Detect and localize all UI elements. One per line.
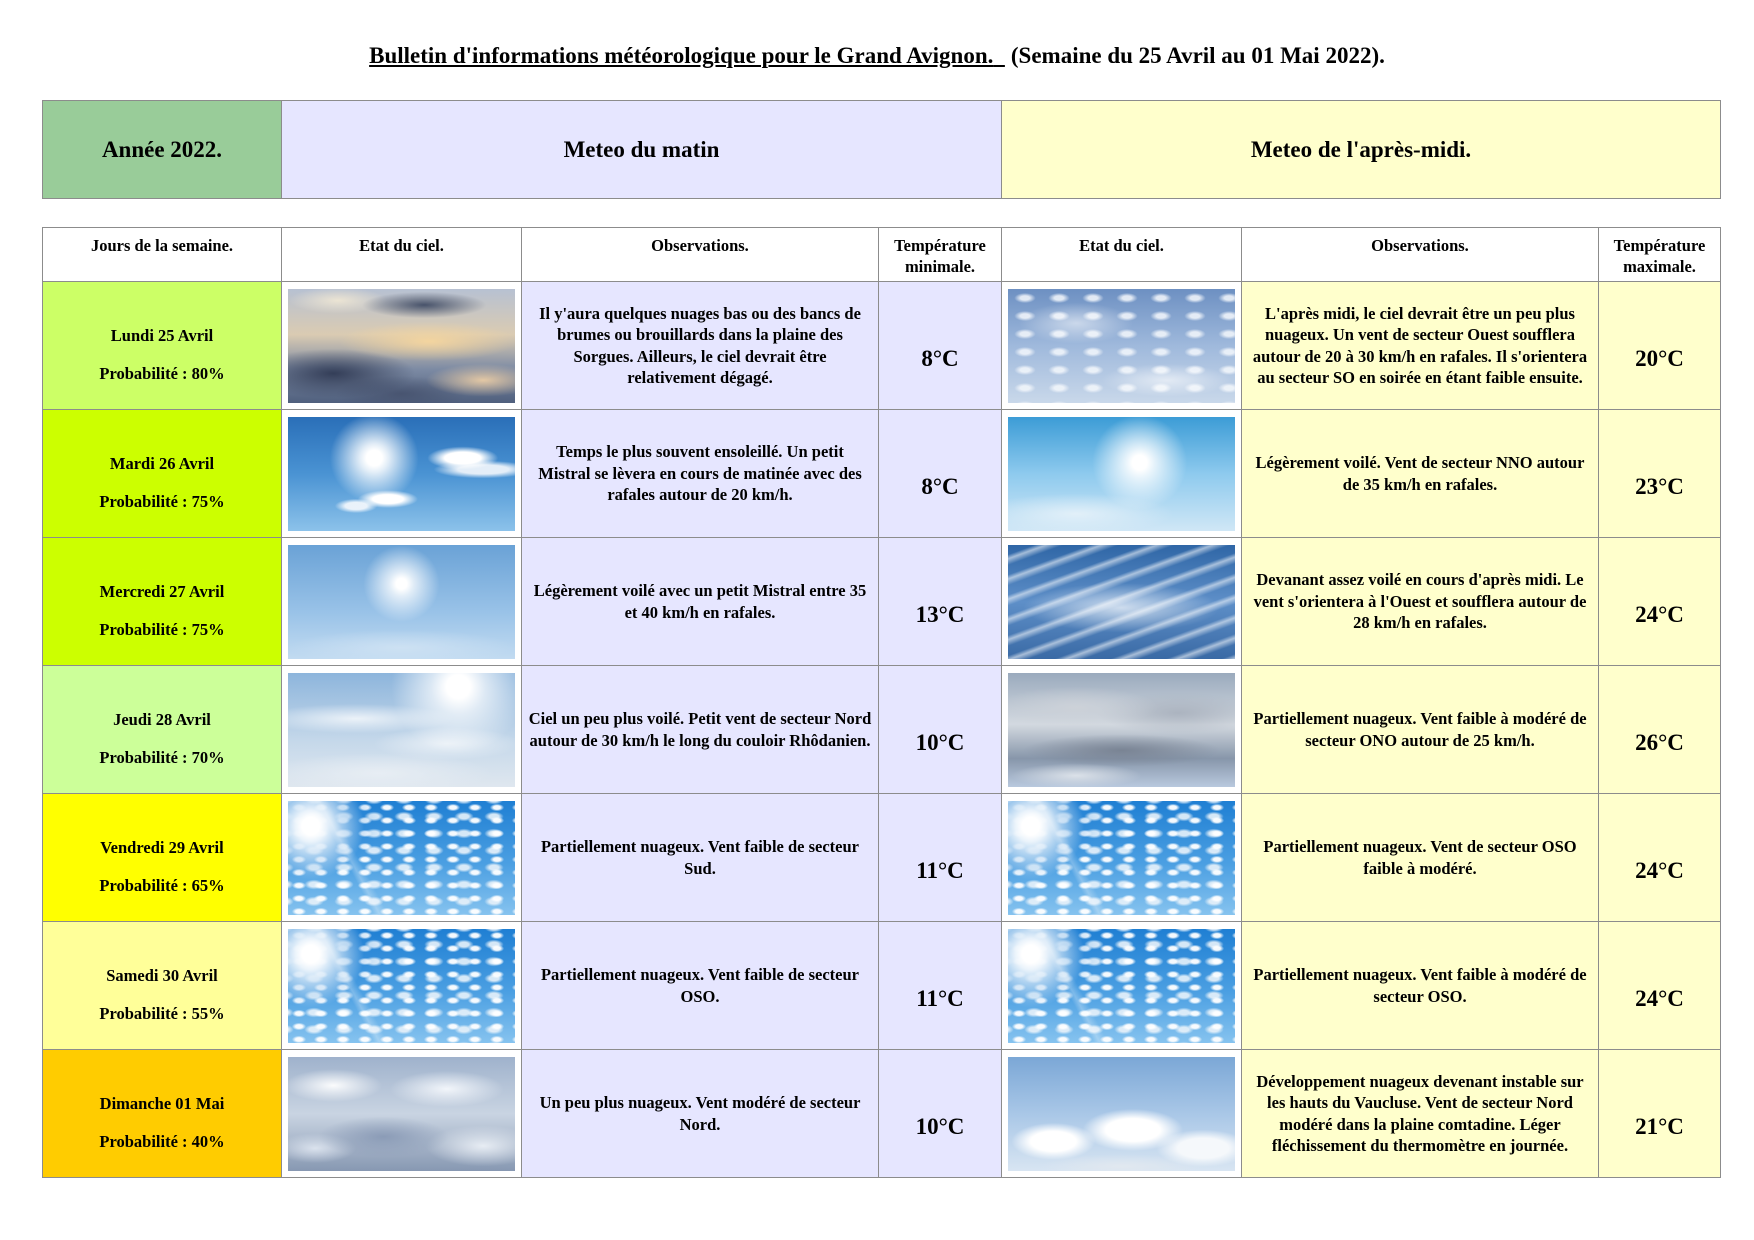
header-morning-observations: Observations. <box>522 228 879 282</box>
day-cell <box>43 1050 282 1178</box>
probability: Probabilité : 70% <box>99 748 225 767</box>
day-row <box>43 666 1721 794</box>
header-max-temperature: Température maximale. <box>1599 228 1721 282</box>
header-afternoon-sky: Etat du ciel. <box>1002 228 1242 282</box>
afternoon-observation: Partiellement nuageux. Vent faible à modéré de secteur ONO autour de 25 km/h. <box>1242 666 1599 794</box>
morning-sky-cell <box>282 922 522 1050</box>
afternoon-sky-image <box>1008 801 1235 915</box>
probability: Probabilité : 55% <box>99 1004 225 1023</box>
afternoon-sky-cell <box>1002 666 1242 794</box>
morning-sky-image <box>288 929 515 1043</box>
morning-sky-image <box>288 1057 515 1171</box>
afternoon-observation: Légèrement voilé. Vent de secteur NNO autour de 35 km/h en rafales. <box>1242 410 1599 538</box>
morning-observation: Temps le plus souvent ensoleillé. Un petit Mistral se lèvera en cours de matinée avec des rafales autour de 20 km/h. <box>522 410 879 538</box>
afternoon-sky-cell <box>1002 794 1242 922</box>
morning-observation: Ciel un peu plus voilé. Petit vent de secteur Nord autour de 30 km/h le long du couloir Rhôdanien. <box>522 666 879 794</box>
day-label: Mercredi 27 Avril <box>99 581 225 601</box>
day-row <box>43 794 1721 922</box>
morning-sky-cell <box>282 282 522 410</box>
afternoon-banner: Meteo de l'après-midi. <box>1002 101 1721 199</box>
header-row <box>43 228 1721 282</box>
morning-sky-image <box>288 289 515 403</box>
afternoon-sky-cell <box>1002 538 1242 666</box>
morning-sky-cell <box>282 538 522 666</box>
day-cell <box>43 410 282 538</box>
afternoon-sky-cell <box>1002 410 1242 538</box>
max-temperature: 24°C <box>1599 922 1721 1050</box>
morning-sky-image <box>288 545 515 659</box>
morning-observation: Il y'aura quelques nuages bas ou des bancs de brumes ou brouillards dans la plaine des Sorgues. Ailleurs, le ciel devrait être relativement dégagé. <box>522 282 879 410</box>
day-label: Mardi 26 Avril <box>109 453 215 473</box>
day-label: Lundi 25 Avril <box>110 325 214 345</box>
min-temperature: 10°C <box>879 666 1002 794</box>
afternoon-sky-image <box>1008 1057 1235 1171</box>
page-title <box>0 42 1754 70</box>
afternoon-sky-image <box>1008 673 1235 787</box>
morning-sky-image <box>288 801 515 915</box>
afternoon-observation: Partiellement nuageux. Vent faible à modéré de secteur OSO. <box>1242 922 1599 1050</box>
morning-sky-cell <box>282 410 522 538</box>
day-label: Vendredi 29 Avril <box>100 837 224 857</box>
morning-banner: Meteo du matin <box>282 101 1002 199</box>
min-temperature: 10°C <box>879 1050 1002 1178</box>
max-temperature: 24°C <box>1599 538 1721 666</box>
morning-sky-image <box>288 417 515 531</box>
day-label: Jeudi 28 Avril <box>113 709 211 729</box>
max-temperature: 26°C <box>1599 666 1721 794</box>
day-row <box>43 538 1721 666</box>
morning-observation: Légèrement voilé avec un petit Mistral entre 35 et 40 km/h en rafales. <box>522 538 879 666</box>
day-row <box>43 410 1721 538</box>
day-cell <box>43 282 282 410</box>
year-cell: Année 2022. <box>43 101 282 199</box>
banner-table <box>42 100 1721 199</box>
max-temperature: 20°C <box>1599 282 1721 410</box>
header-day: Jours de la semaine. <box>43 228 282 282</box>
afternoon-sky-image <box>1008 929 1235 1043</box>
probability: Probabilité : 75% <box>99 492 225 511</box>
afternoon-sky-cell <box>1002 282 1242 410</box>
min-temperature: 8°C <box>879 282 1002 410</box>
header-min-temperature: Température minimale. <box>879 228 1002 282</box>
max-temperature: 23°C <box>1599 410 1721 538</box>
min-temperature: 11°C <box>879 922 1002 1050</box>
morning-sky-cell <box>282 1050 522 1178</box>
probability: Probabilité : 40% <box>99 1132 225 1151</box>
morning-sky-cell <box>282 794 522 922</box>
afternoon-sky-image <box>1008 545 1235 659</box>
min-temperature: 11°C <box>879 794 1002 922</box>
morning-sky-image <box>288 673 515 787</box>
day-row <box>43 282 1721 410</box>
min-temperature: 13°C <box>879 538 1002 666</box>
morning-observation: Un peu plus nuageux. Vent modéré de secteur Nord. <box>522 1050 879 1178</box>
forecast-table <box>42 227 1721 1178</box>
afternoon-observation: Partiellement nuageux. Vent de secteur OSO faible à modéré. <box>1242 794 1599 922</box>
day-label: Dimanche 01 Mai <box>99 1093 225 1113</box>
header-afternoon-observations: Observations. <box>1242 228 1599 282</box>
probability: Probabilité : 65% <box>99 876 225 895</box>
title-period: (Semaine du 25 Avril au 01 Mai 2022). <box>1010 43 1385 68</box>
title-main: Bulletin d'informations météorologique pour le Grand Avignon. <box>369 43 994 68</box>
afternoon-sky-cell <box>1002 1050 1242 1178</box>
probability: Probabilité : 75% <box>99 620 225 639</box>
header-morning-sky: Etat du ciel. <box>282 228 522 282</box>
morning-observation: Partiellement nuageux. Vent faible de secteur OSO. <box>522 922 879 1050</box>
min-temperature: 8°C <box>879 410 1002 538</box>
day-cell <box>43 666 282 794</box>
afternoon-observation: Développement nuageux devenant instable sur les hauts du Vaucluse. Vent de secteur Nord modéré dans la plaine comtadine. Léger fléchissement du thermomètre en journée. <box>1242 1050 1599 1178</box>
afternoon-observation: L'après midi, le ciel devrait être un peu plus nuageux. Un vent de secteur Ouest soufflera autour de 20 à 30 km/h en rafales. Il s'orientera au secteur SO en soirée en étant faible ensuite. <box>1242 282 1599 410</box>
morning-observation: Partiellement nuageux. Vent faible de secteur Sud. <box>522 794 879 922</box>
afternoon-sky-image <box>1008 417 1235 531</box>
max-temperature: 24°C <box>1599 794 1721 922</box>
afternoon-sky-cell <box>1002 922 1242 1050</box>
day-row <box>43 922 1721 1050</box>
max-temperature: 21°C <box>1599 1050 1721 1178</box>
day-row <box>43 1050 1721 1178</box>
day-cell <box>43 538 282 666</box>
day-cell <box>43 794 282 922</box>
afternoon-observation: Devanant assez voilé en cours d'après midi. Le vent s'orientera à l'Ouest et soufflera autour de 28 km/h en rafales. <box>1242 538 1599 666</box>
afternoon-sky-image <box>1008 289 1235 403</box>
probability: Probabilité : 80% <box>99 364 225 383</box>
day-cell <box>43 922 282 1050</box>
banner-row <box>43 101 1721 199</box>
morning-sky-cell <box>282 666 522 794</box>
day-label: Samedi 30 Avril <box>106 965 218 985</box>
